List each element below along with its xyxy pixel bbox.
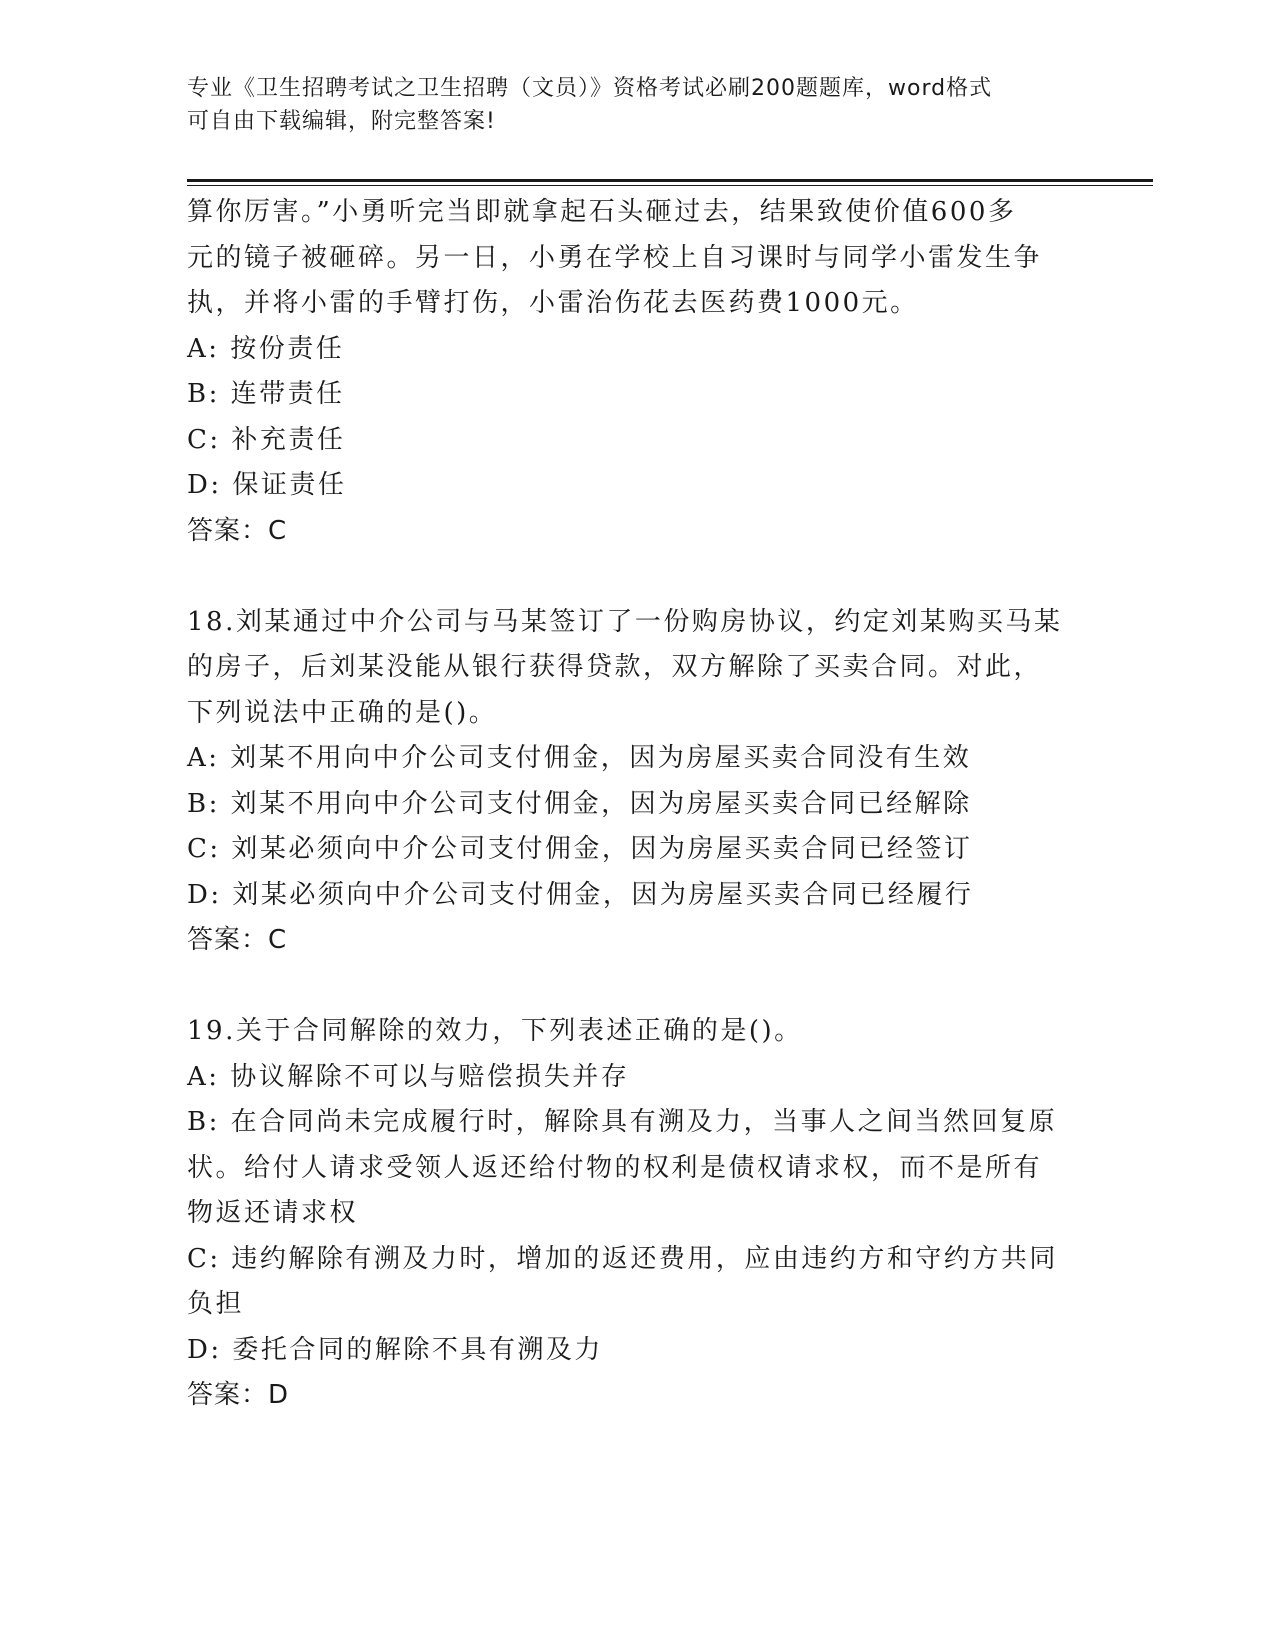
question-18 — [187, 600, 1087, 964]
spacer — [187, 554, 1087, 600]
question-17-stem-line-3: 执，并将小雷的手臂打伤，小雷治伤花去医药费1000元。 — [187, 288, 919, 318]
header-title-line-2: 可自由下载编辑，附完整答案! — [187, 109, 496, 134]
question-19-option-c-line-2: 负担 — [187, 1289, 245, 1319]
spacer — [187, 964, 1087, 1010]
document-body — [187, 190, 1087, 1419]
question-18-answer: 答案：C — [187, 925, 288, 955]
question-18-option-c: C: 刘某必须向中介公司支付佣金，因为房屋买卖合同已经签订 — [187, 834, 973, 864]
question-17-answer: 答案：C — [187, 515, 288, 546]
question-18-stem-line-1: 18.刘某通过中介公司与马某签订了一份购房协议，约定刘某购买马某 — [187, 606, 1063, 637]
question-18-stem-line-3: 下列说法中正确的是()。 — [187, 697, 498, 728]
question-17-stem-line-1: 算你厉害。”小勇听完当即就拿起石头砸过去，结果致使价值600多 — [187, 197, 1017, 227]
question-19-stem-line-1: 19.关于合同解除的效力，下列表述正确的是()。 — [187, 1016, 803, 1046]
question-17-option-c: C: 补充责任 — [187, 424, 346, 455]
question-18-option-d: D: 刘某必须向中介公司支付佣金，因为房屋买卖合同已经履行 — [187, 879, 974, 910]
question-18-option-a: A: 刘某不用向中介公司支付佣金，因为房屋买卖合同没有生效 — [187, 743, 972, 773]
question-19-option-a: A: 协议解除不可以与赔偿损失并存 — [187, 1061, 630, 1092]
question-18-stem-line-2: 的房子，后刘某没能从银行获得贷款，双方解除了买卖合同。对此， — [187, 652, 1043, 682]
question-19-option-b-line-1: B: 在合同尚未完成履行时，解除具有溯及力，当事人之间当然回复原 — [187, 1107, 1058, 1137]
question-17-option-a: A: 按份责任 — [187, 333, 345, 364]
question-19-option-b-line-3: 物返还请求权 — [187, 1198, 359, 1228]
question-17 — [187, 190, 1087, 554]
header-title-line-1: 专业《卫生招聘考试之卫生招聘（文员）》资格考试必刷200题题库，word格式 — [187, 76, 993, 101]
question-17-option-d: D: 保证责任 — [187, 470, 347, 500]
header-divider-thick — [187, 179, 1153, 182]
question-19-option-c-line-1: C: 违约解除有溯及力时，增加的返还费用，应由违约方和守约方共同 — [187, 1243, 1058, 1274]
question-19-option-b-line-2: 状。给付人请求受领人返还给付物的权利是债权请求权，而不是所有 — [187, 1152, 1043, 1183]
question-17-stem-line-2: 元的镜子被砸碎。另一日，小勇在学校上自习课时与同学小雷发生争 — [187, 242, 1043, 273]
document-header — [187, 72, 1067, 138]
question-19-answer: 答案：D — [187, 1380, 290, 1410]
question-17-option-b: B: 连带责任 — [187, 379, 345, 409]
question-19-option-d: D: 委托合同的解除不具有溯及力 — [187, 1334, 603, 1365]
question-18-option-b: B: 刘某不用向中介公司支付佣金，因为房屋买卖合同已经解除 — [187, 788, 972, 819]
header-divider-thin — [187, 185, 1153, 186]
question-19 — [187, 1009, 1087, 1419]
